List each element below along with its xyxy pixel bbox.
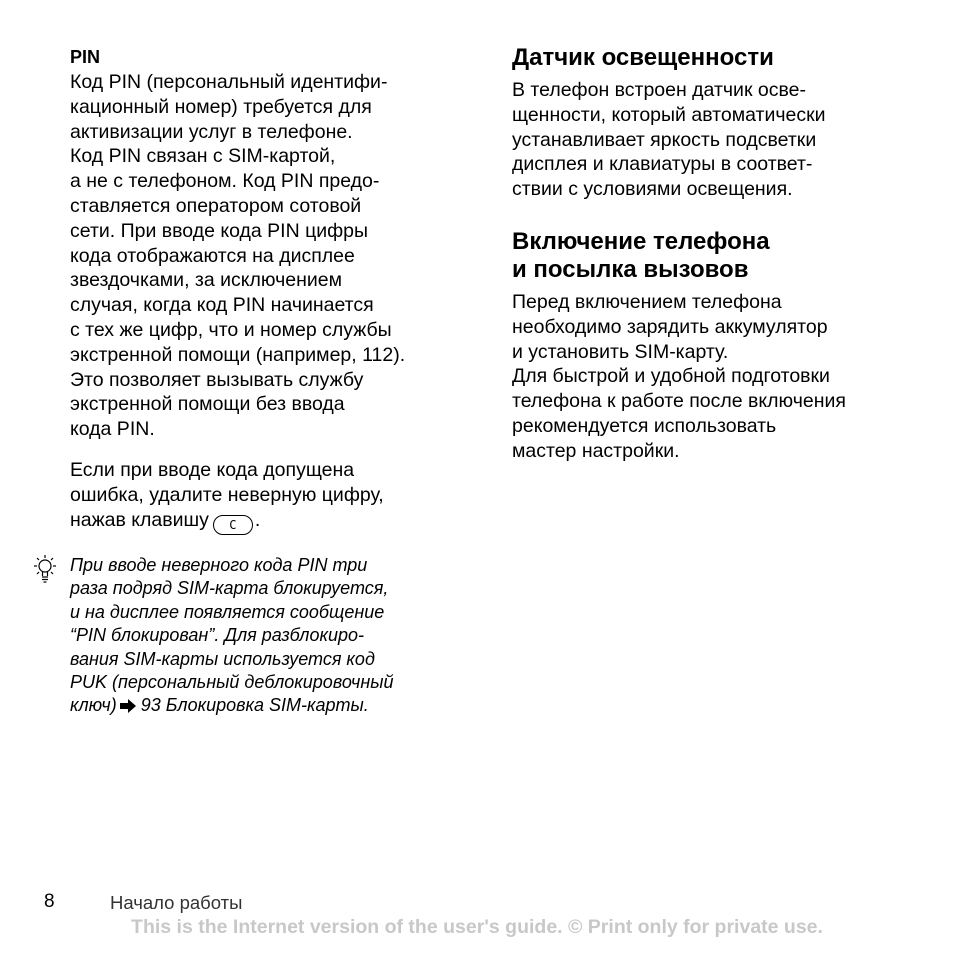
- error-last-prefix: нажав клавишу: [70, 508, 209, 531]
- pin-line: случая, когда код PIN начинается: [70, 294, 374, 317]
- power-line: необходимо зарядить аккумулятор: [512, 315, 828, 338]
- light-sensor-heading: Датчик освещенности: [512, 44, 774, 71]
- tip-last-prefix: ключ): [70, 695, 117, 716]
- pin-line: Код PIN (персональный идентифи-: [70, 71, 388, 93]
- pin-heading: PIN: [70, 47, 101, 67]
- light-sensor-line: щенности, который автоматически: [512, 103, 826, 126]
- light-sensor-line: дисплея и клавиатуры в соответ-: [512, 153, 813, 176]
- tip-last-suffix: .: [363, 695, 369, 716]
- pin-line: кода PIN.: [70, 418, 155, 441]
- error-line: Если при вводе кода допущена: [70, 458, 355, 481]
- tip-line-last: [70, 694, 460, 717]
- internet-version-notice: This is the Internet version of the user's guide. © Print only for private use.: [131, 916, 823, 938]
- error-last-suffix: .: [254, 508, 261, 531]
- power-line: рекомендуется использовать: [512, 414, 777, 437]
- pin-line: а не с телефоном. Код PIN предо-: [70, 170, 380, 193]
- tip-line: При вводе неверного кода PIN три: [70, 555, 368, 575]
- light-sensor-paragraph: [512, 78, 912, 202]
- pin-line: с тех же цифр, что и номер службы: [70, 318, 392, 341]
- section-title: Начало работы: [110, 892, 243, 913]
- power-line: мастер настройки.: [512, 439, 680, 462]
- power-line: Перед включением телефона: [512, 290, 782, 313]
- light-sensor-line: ствии с условиями освещения.: [512, 178, 793, 201]
- power-line: Для быстрой и удобной подготовки: [512, 365, 830, 388]
- arrow-right-icon: [119, 699, 137, 713]
- pin-line: ставляется оператором сотовой: [70, 194, 362, 217]
- light-sensor-line: устанавливает яркость подсветки: [512, 128, 817, 151]
- tip-line: вания SIM-карты используется код: [70, 648, 375, 669]
- right-column: [512, 44, 912, 464]
- pin-line: звездочками, за исключением: [70, 269, 342, 292]
- tip-line: PUK (персональный деблокировочный: [70, 672, 394, 693]
- power-heading-line: и посылка вызовов: [512, 255, 749, 283]
- sim-lock-reference-link[interactable]: 93 Блокировка SIM-карты: [140, 695, 364, 716]
- pin-line: кода отображаются на дисплее: [70, 244, 355, 267]
- tip-line: “PIN блокирован”. Для разблокиро-: [70, 625, 364, 646]
- tip-line: раза подряд SIM-карта блокируется,: [70, 578, 389, 599]
- power-line: телефона к работе после включения: [512, 390, 846, 413]
- power-on-paragraph: [512, 290, 912, 464]
- tip-line: и на дисплее появляется сообщение: [70, 601, 385, 622]
- page-number: 8: [44, 891, 55, 912]
- tip-note: [70, 554, 460, 718]
- pin-paragraph: [70, 70, 460, 442]
- pin-line: экстренной помощи без ввода: [70, 393, 345, 416]
- lightbulb-tip-icon: [30, 554, 60, 586]
- pin-line: экстренной помощи (например, 112).: [70, 343, 406, 366]
- left-column: [70, 44, 460, 535]
- error-line-last: [70, 508, 460, 535]
- pin-line: кационный номер) требуется для: [70, 95, 372, 118]
- power-heading-line: Включение телефона: [512, 227, 770, 255]
- pin-line: сети. При вводе кода PIN цифры: [70, 219, 369, 242]
- power-line: и установить SIM-карту.: [512, 340, 729, 363]
- pin-line: Это позволяет вызывать службу: [70, 368, 364, 391]
- pin-line: Код PIN связан с SIM-картой,: [70, 145, 336, 168]
- error-line: ошибка, удалите неверную цифру,: [70, 483, 384, 506]
- pin-line: активизации услуг в телефоне.: [70, 120, 353, 143]
- power-on-heading: [512, 228, 912, 284]
- c-key-icon: C: [213, 515, 253, 535]
- error-paragraph: [70, 458, 460, 535]
- light-sensor-line: В телефон встроен датчик осве-: [512, 79, 806, 101]
